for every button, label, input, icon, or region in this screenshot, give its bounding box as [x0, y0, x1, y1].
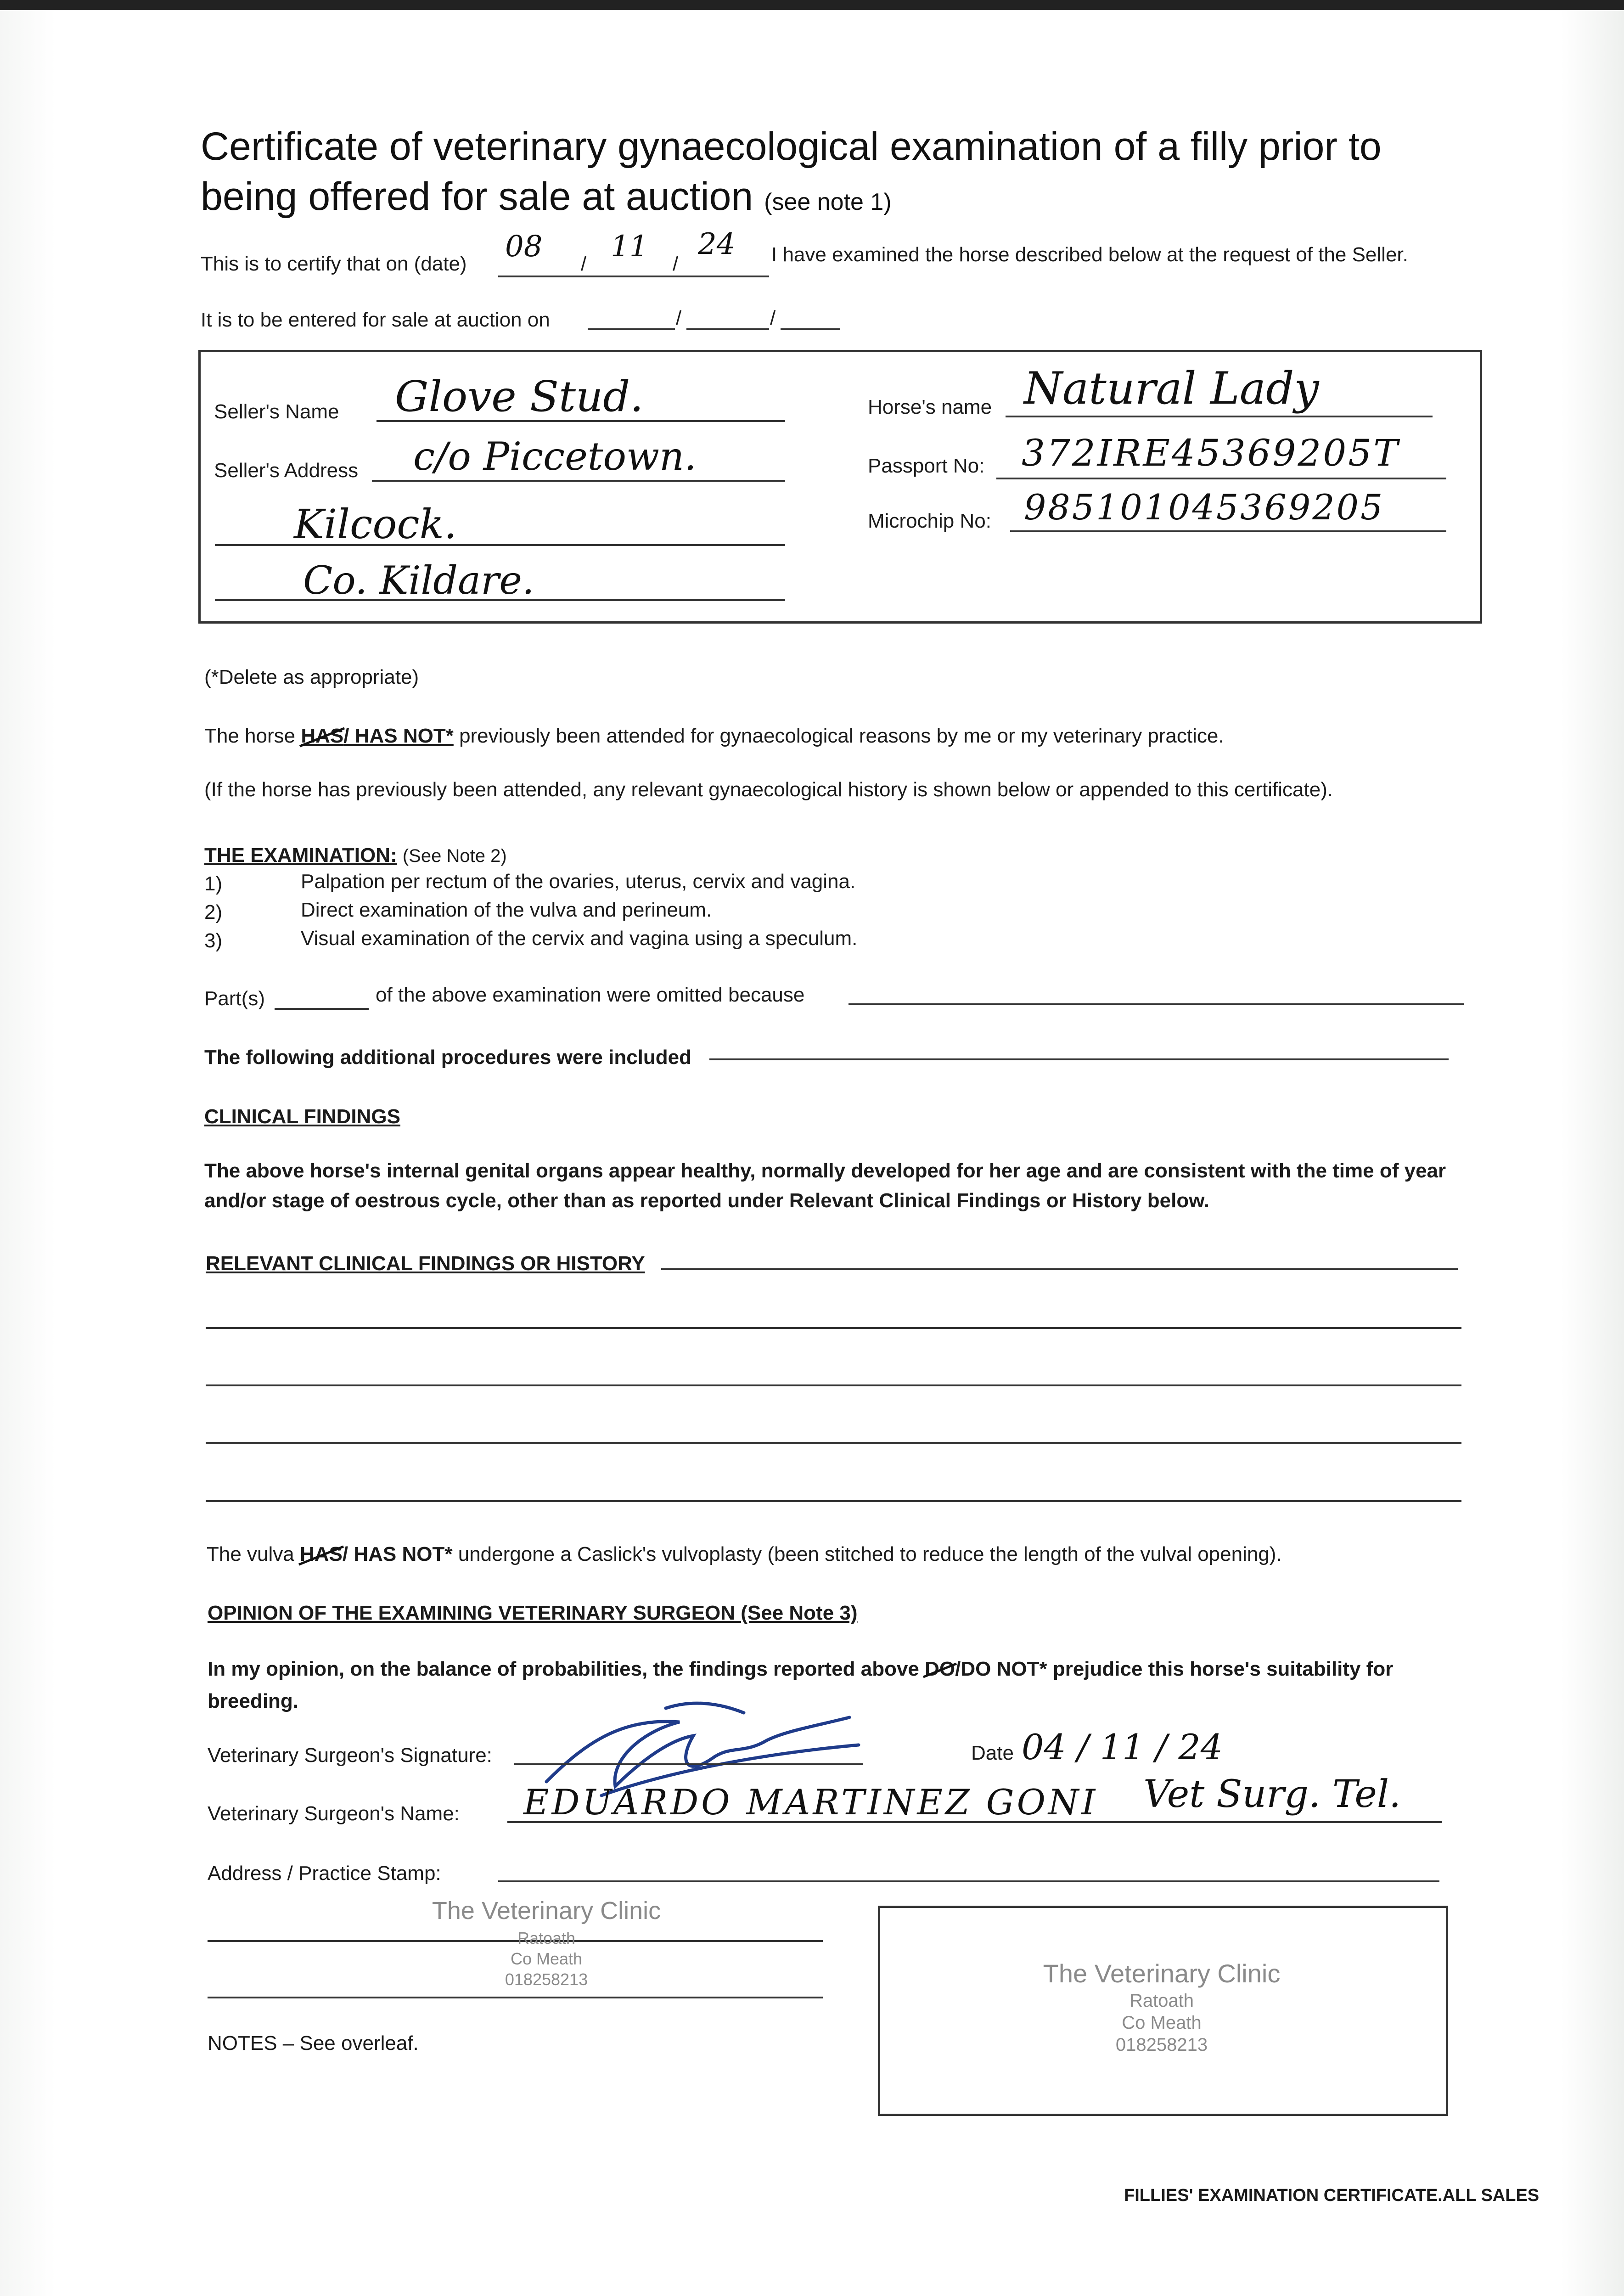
opinion-line-1-rest: /DO NOT* prejudice this horse's suitability for	[955, 1658, 1394, 1680]
vulva-prefix: The vulva	[207, 1543, 294, 1565]
microchip-line	[1010, 530, 1446, 532]
attended-has-not: / HAS NOT*	[343, 725, 454, 747]
passport-line	[996, 478, 1446, 479]
relevant-line-1	[661, 1268, 1458, 1270]
date-value: 04 / 11 / 24	[1022, 1727, 1223, 1767]
title-line-1: Certificate of veterinary gynaecological examination of a filly prior to	[201, 124, 1382, 169]
vulva-has-not: / HAS NOT*	[342, 1543, 453, 1565]
exam-item-2-text: Direct examination of the vulva and perineum.	[301, 899, 712, 921]
history-note: (If the horse has previously been attended, any relevant gynaecological history is shown below or appended to this certificate).	[204, 778, 1333, 801]
relevant-line-3	[206, 1384, 1461, 1386]
opinion-heading: OPINION OF THE EXAMINING VETERINARY SURGEON (See Note 3)	[208, 1602, 858, 1624]
seller-address-line-2-rule	[215, 544, 785, 546]
auction-sep-2: /	[770, 307, 776, 329]
auction-text: It is to be entered for sale at auction on	[201, 309, 550, 331]
examination-heading-row	[204, 844, 507, 867]
auction-sep-1: /	[676, 307, 682, 329]
passport-value: 372IRE45369205T	[1022, 432, 1400, 474]
opinion-line-2: breeding.	[208, 1690, 299, 1712]
notes: NOTES – See overleaf.	[208, 2032, 419, 2054]
certify-sep-1: /	[581, 253, 587, 275]
microchip-label: Microchip No:	[868, 510, 991, 532]
attended-has-struck: HAS	[301, 725, 344, 747]
title-line-2	[201, 172, 892, 227]
opinion-line-1	[208, 1658, 1393, 1681]
microchip-value: 985101045369205	[1024, 487, 1385, 528]
horse-name-line	[1006, 416, 1433, 417]
seller-address-line-3-rule	[215, 599, 785, 601]
stamp-right-line-2: Ratoath	[1129, 1991, 1194, 2011]
attended-prefix: The horse	[204, 725, 296, 747]
examination-heading: THE EXAMINATION:	[204, 844, 397, 867]
clinical-heading: CLINICAL FINDINGS	[204, 1105, 400, 1128]
exam-item-3-num: 3)	[204, 929, 223, 952]
certify-date-underline	[498, 276, 769, 277]
vet-name-suffix: Vet Surg. Tel.	[1143, 1773, 1401, 1816]
clinical-text-line-2: and/or stage of oestrous cycle, other than as reported under Relevant Clinical Findings or History below.	[204, 1189, 1210, 1212]
stamp-left-line-4: 018258213	[505, 1970, 588, 1989]
auction-month-line	[686, 328, 769, 330]
exam-item-2-num: 2)	[204, 901, 223, 923]
address-line	[498, 1880, 1439, 1882]
seller-address-label: Seller's Address	[214, 459, 359, 482]
stamp-right-line-4: 018258213	[1115, 2035, 1208, 2055]
examination-note: (See Note 2)	[402, 846, 507, 866]
relevant-heading: RELEVANT CLINICAL FINDINGS OR HISTORY	[206, 1252, 645, 1275]
additional-procedures-line	[709, 1058, 1449, 1060]
omitted-reason-line	[849, 1003, 1464, 1005]
attended-suffix: previously been attended for gynaecological reasons by me or my veterinary practice.	[459, 725, 1224, 747]
seller-address-line-2: Kilcock.	[294, 501, 457, 548]
practice-line-2	[208, 1997, 823, 1998]
certify-date-year: 24	[698, 227, 736, 261]
certify-suffix: I have examined the horse described below at the request of the Seller.	[771, 243, 1408, 266]
address-label: Address / Practice Stamp:	[208, 1862, 441, 1885]
certify-date-day: 08	[505, 230, 543, 264]
seller-name-line	[376, 420, 785, 422]
horse-name-value: Natural Lady	[1024, 363, 1319, 414]
vet-name-value: EDUARDO MARTINEZ GONI	[523, 1782, 1098, 1823]
additional-procedures: The following additional procedures were included	[204, 1046, 692, 1069]
omitted-parts-line	[275, 1008, 369, 1010]
clinical-text-line-1: The above horse's internal genital organs appear healthy, normally developed for her age and are consistent with the time of year	[204, 1159, 1446, 1182]
vulva-suffix: undergone a Caslick's vulvoplasty (been stitched to reduce the length of the vulval opening).	[458, 1543, 1282, 1565]
vulva-has-struck: HAS	[300, 1543, 343, 1565]
exam-item-1-text: Palpation per rectum of the ovaries, uterus, cervix and vagina.	[301, 870, 856, 893]
vulva-line	[207, 1543, 1282, 1566]
horse-name-label: Horse's name	[868, 396, 992, 418]
seller-name-label: Seller's Name	[214, 400, 339, 423]
certify-date-month: 11	[611, 230, 648, 264]
relevant-line-4	[206, 1442, 1461, 1444]
exam-item-3-text: Visual examination of the cervix and vagina using a speculum.	[301, 927, 858, 950]
auction-year-line	[781, 328, 840, 330]
opinion-line-1-prefix: In my opinion, on the balance of probabilities, the findings reported above	[208, 1658, 919, 1680]
omitted-suffix: of the above examination were omitted because	[376, 984, 805, 1006]
omitted-prefix: Part(s)	[204, 987, 265, 1010]
signature-label: Veterinary Surgeon's Signature:	[208, 1744, 492, 1767]
seller-address-line-1-rule	[372, 480, 785, 482]
stamp-right-line-3: Co Meath	[1122, 2013, 1202, 2033]
vet-name-label: Veterinary Surgeon's Name:	[208, 1802, 460, 1825]
attended-line	[204, 725, 1224, 748]
footer-label: FILLIES' EXAMINATION CERTIFICATE.ALL SALES	[1124, 2186, 1540, 2205]
seller-name-value: Glove Stud.	[395, 372, 644, 421]
certify-prefix: This is to certify that on (date)	[201, 253, 467, 275]
stamp-left-line-1: The Veterinary Clinic	[432, 1897, 661, 1925]
scan-top-edge	[0, 0, 1624, 10]
seller-address-line-1: c/o Piccetown.	[413, 434, 697, 479]
date-label: Date	[971, 1742, 1014, 1764]
delete-note: (*Delete as appropriate)	[204, 666, 419, 688]
stamp-left-line-3: Co Meath	[510, 1949, 583, 1968]
signature-line	[514, 1763, 863, 1765]
passport-label: Passport No:	[868, 455, 985, 477]
vet-name-line	[507, 1821, 1442, 1823]
certify-sep-2: /	[673, 253, 679, 275]
seller-address-line-3: Co. Kildare.	[303, 558, 534, 603]
exam-item-1-num: 1)	[204, 872, 223, 895]
auction-day-line	[588, 328, 675, 330]
stamp-left-line-2: Ratoath	[517, 1929, 576, 1947]
relevant-line-5	[206, 1500, 1461, 1502]
title-note: (see note 1)	[764, 189, 892, 215]
opinion-do-struck: DO	[925, 1658, 955, 1680]
title-line-2-text: being offered for sale at auction	[201, 174, 753, 219]
stamp-right-line-1: The Veterinary Clinic	[1043, 1959, 1281, 1988]
relevant-line-2	[206, 1327, 1461, 1329]
